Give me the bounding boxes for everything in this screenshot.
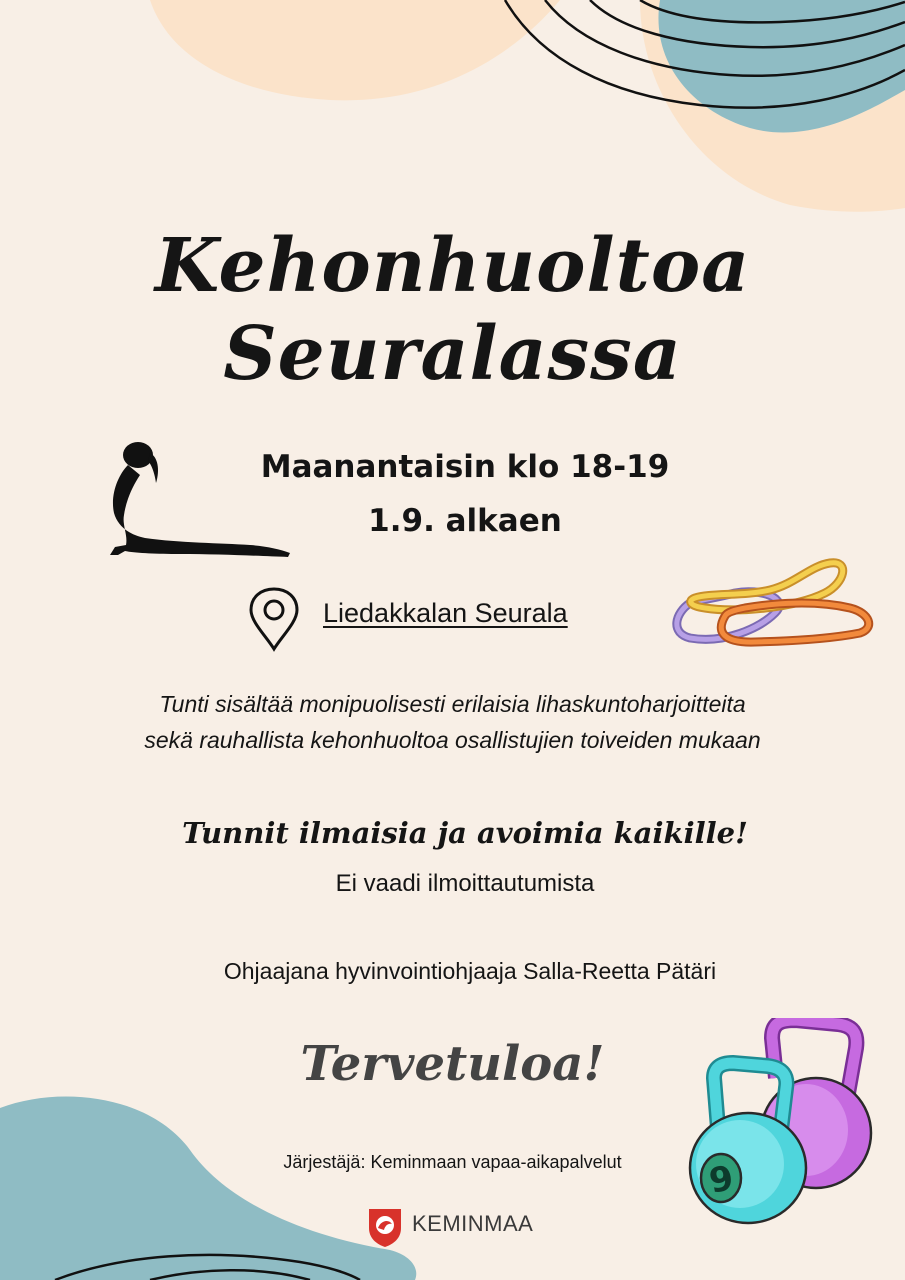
title-line-2: Seuralassa bbox=[223, 311, 682, 397]
logo-text: KEMINMAA bbox=[412, 1211, 534, 1236]
description-line-1: Tunti sisältää monipuolisesti erilaisia lihaskuntoharjoitteita bbox=[159, 691, 746, 717]
instructor-text: Ohjaajana hyvinvointiohjaaja Salla-Reetta Pätäri bbox=[223, 958, 717, 984]
resistance-bands-icon bbox=[665, 558, 875, 653]
keminmaa-crest-icon bbox=[366, 1206, 404, 1248]
title-line-1: Kehonhuoltoa bbox=[154, 223, 751, 309]
schedule-start-date: 1.9. alkaen bbox=[368, 503, 562, 539]
kettlebell-number: 9 bbox=[706, 1158, 737, 1202]
location-pin-icon bbox=[248, 586, 300, 652]
kettlebell-icon bbox=[688, 1018, 878, 1228]
poster-title bbox=[0, 222, 905, 398]
no-registration-text: Ei vaadi ilmoittautumista bbox=[335, 870, 595, 897]
free-classes-text: Tunnit ilmaisia ja avoimia kaikille! bbox=[182, 816, 748, 850]
welcome-text: Tervetuloa! bbox=[300, 1036, 605, 1092]
location-link[interactable]: Liedakkalan Seurala bbox=[323, 598, 568, 628]
description bbox=[0, 686, 905, 758]
schedule-time: Maanantaisin klo 18-19 bbox=[260, 449, 670, 485]
schedule bbox=[200, 440, 730, 548]
description-line-2: sekä rauhallista kehonhuoltoa osallistujien toiveiden mukaan bbox=[144, 727, 761, 753]
organizer-text: Järjestäjä: Keminmaan vapaa-aikapalvelut bbox=[283, 1152, 622, 1172]
